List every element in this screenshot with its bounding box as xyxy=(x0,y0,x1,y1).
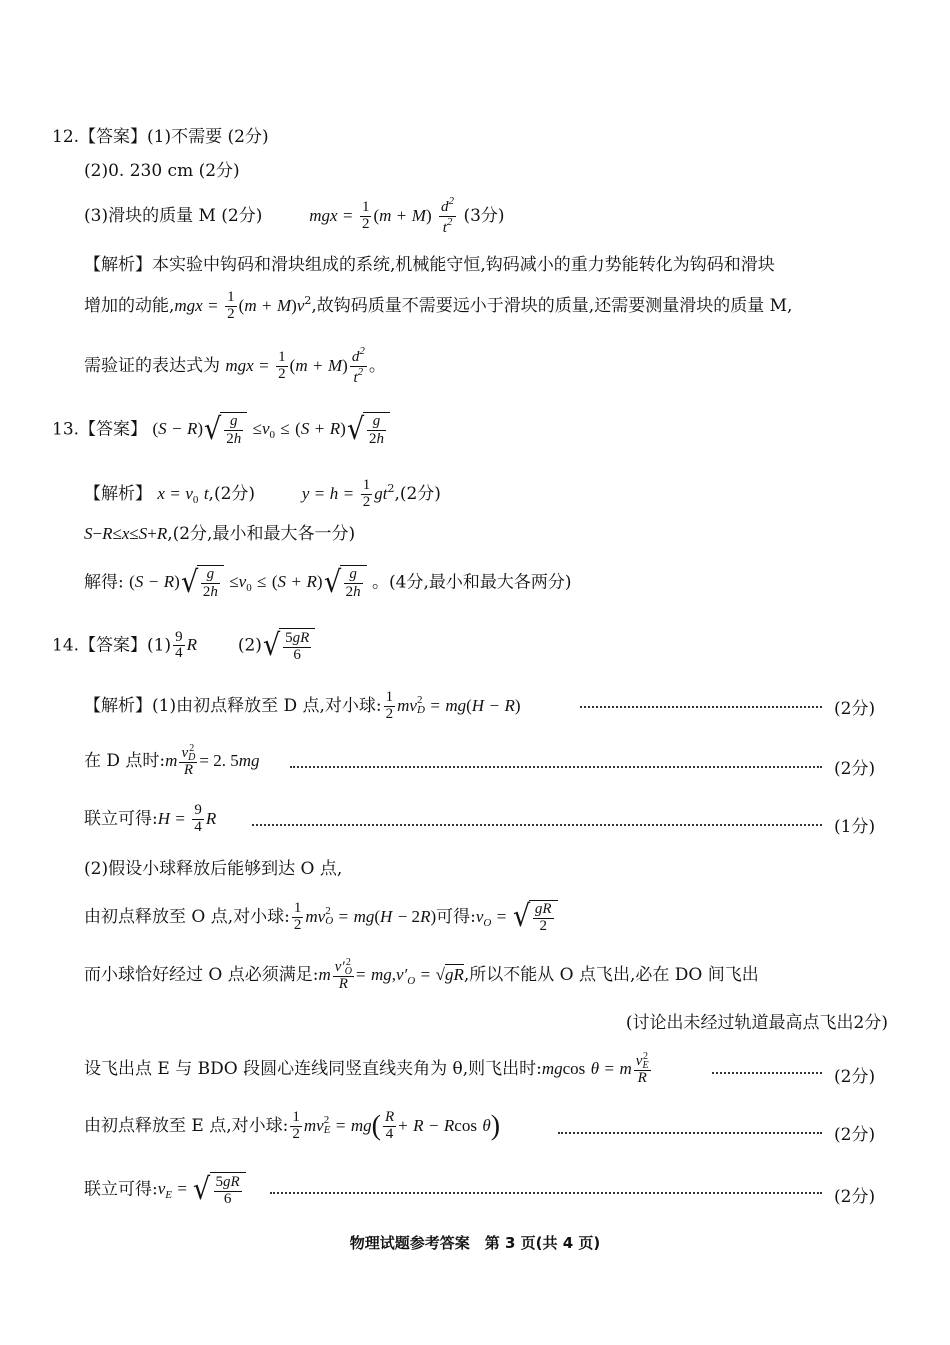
page-footer: 物理试题参考答案 第 3 页(共 4 页) xyxy=(349,1234,601,1252)
q14-line2-text: 在 D 点时: xyxy=(84,750,166,771)
q12-number: 12. xyxy=(52,127,80,147)
q14-line10-score: (2分) xyxy=(834,1187,876,1207)
q13-answer-tag: 【答案】 xyxy=(79,419,148,440)
q12-answer-1: (1)不需要 (2分) xyxy=(147,127,269,147)
q13-solve-label: 解得: xyxy=(84,572,124,593)
q14-answer-2-label: (2) xyxy=(237,635,262,656)
q12-answer-3: (3)滑块的质量 M (2分) xyxy=(84,205,263,226)
q14-line9-leader xyxy=(558,1132,822,1134)
q14-line2 xyxy=(84,744,259,779)
q14-line8-text: 设飞出点 E 与 BDO 段圆心连线同竖直线夹角为 θ,则飞出时: xyxy=(84,1058,542,1079)
q12-answer-tag: 【答案】 xyxy=(79,127,148,147)
q14-line8-score: (2分) xyxy=(834,1067,876,1087)
q12-answer-2: (2)0. 230 cm (2分) xyxy=(84,161,240,181)
q14-line2-leader xyxy=(290,766,822,768)
q13-answer-line xyxy=(52,412,390,448)
q14-line1 xyxy=(84,690,521,723)
q14-line9-score: (2分) xyxy=(834,1125,876,1145)
q14-line8-leader xyxy=(712,1072,822,1074)
q14-line2-formula: m v 2 D R = 2. 5mg xyxy=(165,743,260,778)
q14-line3 xyxy=(84,803,216,836)
q14-line1-text: (1)由初点释放至 D 点,对小球: xyxy=(152,695,382,716)
q14-analysis-tag: 【解析】 xyxy=(84,695,152,716)
q13-eq-y-score: ,(2分) xyxy=(394,483,441,504)
q13-eq-x-score: ,(2分) xyxy=(208,483,256,504)
q12-energy-formula: mgx = $\frac{1}{2}$ $(m + M)v^2$ xyxy=(174,289,312,322)
q14-line5-result: $v_O$ = √ $\frac{gR}{2}$ xyxy=(476,907,558,927)
q14-answer-2-formula: √ $\frac{5gR}{6}$ xyxy=(262,628,315,664)
q12-verify-formula: mgx = $\frac{1}{2}$ (m + M) $\frac{d^2}{t^2}$ xyxy=(225,345,365,386)
q14-line10 xyxy=(84,1172,246,1208)
q14-answer-1-label: (1) xyxy=(147,635,172,656)
q12-analysis-line1 xyxy=(84,256,775,276)
q14-line6-text: 而小球恰好经过 O 点必须满足: xyxy=(84,964,319,985)
q14-line9 xyxy=(84,1110,500,1143)
q12-answer-line xyxy=(52,128,269,148)
q14-line3-score: (1分) xyxy=(834,817,876,837)
q12-analysis-line2 xyxy=(84,290,792,323)
q12-answer-3-line xyxy=(84,196,505,237)
q12-analysis-text2a: 增加的动能, xyxy=(84,295,175,316)
q14-line2-score: (2分) xyxy=(834,759,876,779)
q12-formula-score: (3分) xyxy=(463,205,505,226)
q13-number: 13. xyxy=(52,419,80,440)
q14-line5-text: 由初点释放至 O 点,对小球: xyxy=(84,906,290,927)
q14-line7: (讨论出未经过轨道最高点飞出2分) xyxy=(625,1013,888,1033)
q14-line1-score: (2分) xyxy=(834,699,876,719)
q12-analysis-text3b: 。 xyxy=(368,355,386,376)
q12-formula: mgx = $\frac{1}{2}$ (m + M) $\frac{d^2}{t^2}$ xyxy=(309,195,455,236)
q12-analysis-tag: 【解析】 xyxy=(84,255,152,275)
q12-analysis-text1: 本实验中钩码和滑块组成的系统,机械能守恒,钩码减小的重力势能转化为钩码和滑块 xyxy=(152,255,775,275)
q14-line10-text: 联立可得: xyxy=(84,1179,158,1200)
q13-analysis-tag: 【解析】 xyxy=(84,483,152,504)
q13-analysis-line1 xyxy=(84,478,441,511)
q13-range-formula: S−R≤x≤S+R xyxy=(84,524,168,543)
q13-solve-text: 。(4分,最小和最大各两分) xyxy=(372,572,572,593)
q14-line6-post: ,所以不能从 O 点飞出,必在 DO 间飞出 xyxy=(463,964,759,985)
q14-answer-line xyxy=(52,628,315,664)
q12-analysis-text2b: ,故钩码质量不需要远小于滑块的质量,还需要测量滑块的质量 M, xyxy=(311,295,793,316)
q13-analysis-line3 xyxy=(84,565,572,601)
q14-line5-formula: $\frac{1}{2}$ mv 2 O = mg(H − 2R) xyxy=(293,900,437,933)
q12-analysis-line3 xyxy=(84,346,386,387)
q14-line5 xyxy=(84,900,558,935)
q13-range-text: ,(2分,最小和最大各一分) xyxy=(167,524,356,544)
q14-number: 14. xyxy=(52,635,80,656)
q14-answer-1-formula: $\frac{9}{4}$ R xyxy=(175,628,198,662)
q14-line4: (2)假设小球释放后能够到达 O 点, xyxy=(84,859,343,879)
q12-analysis-text3a: 需验证的表达式为 xyxy=(84,355,220,376)
q14-answer-tag: 【答案】 xyxy=(79,635,148,656)
q14-line10-formula: $v_E$ = √ $\frac{5gR}{6}$ xyxy=(158,1179,246,1199)
q14-line3-text: 联立可得: xyxy=(84,808,158,829)
q13-solve-formula: (S − R)√ $\frac{g}{2h}$ $\le v_0 \le (S + R)√$ $\frac{g}{2h}$ xyxy=(129,572,372,592)
q13-answer-formula: (S − R)√ $\frac{g}{2h}$ $\le v_0 \le (S + R)√$ $\frac{g}{2h}$ xyxy=(152,419,389,439)
q14-line9-text: 由初点释放至 E 点,对小球: xyxy=(84,1115,289,1136)
q14-line5-mid: 可得: xyxy=(436,906,476,927)
q13-analysis-line2 xyxy=(84,524,355,545)
q14-line3-formula: H = $\frac{9}{4}$ R xyxy=(157,802,217,835)
q14-line10-leader xyxy=(270,1192,822,1194)
q14-line9-formula: $\frac{1}{2}$ mv 2 E = mg( $\frac{R}{4}$ + R − Rcos θ) xyxy=(292,1109,501,1142)
q13-eq-y: y = h = $\frac{1}{2}$ $gt^2$ xyxy=(301,477,395,510)
q14-line1-formula: $\frac{1}{2}$ mv 2 D = mg(H − R) xyxy=(385,689,521,722)
q14-line1-leader xyxy=(580,706,822,708)
q14-line8-formula: mgcos θ = m v 2 E R xyxy=(541,1051,649,1086)
q13-eq-x: $x = v_0$ t xyxy=(157,483,209,506)
q14-line3-leader xyxy=(252,824,822,826)
q14-line6 xyxy=(84,958,759,993)
q14-line6-formula: m v′ 2 O R = $mg,v'_O = √gR$ xyxy=(318,957,464,992)
q14-line8 xyxy=(84,1052,653,1087)
